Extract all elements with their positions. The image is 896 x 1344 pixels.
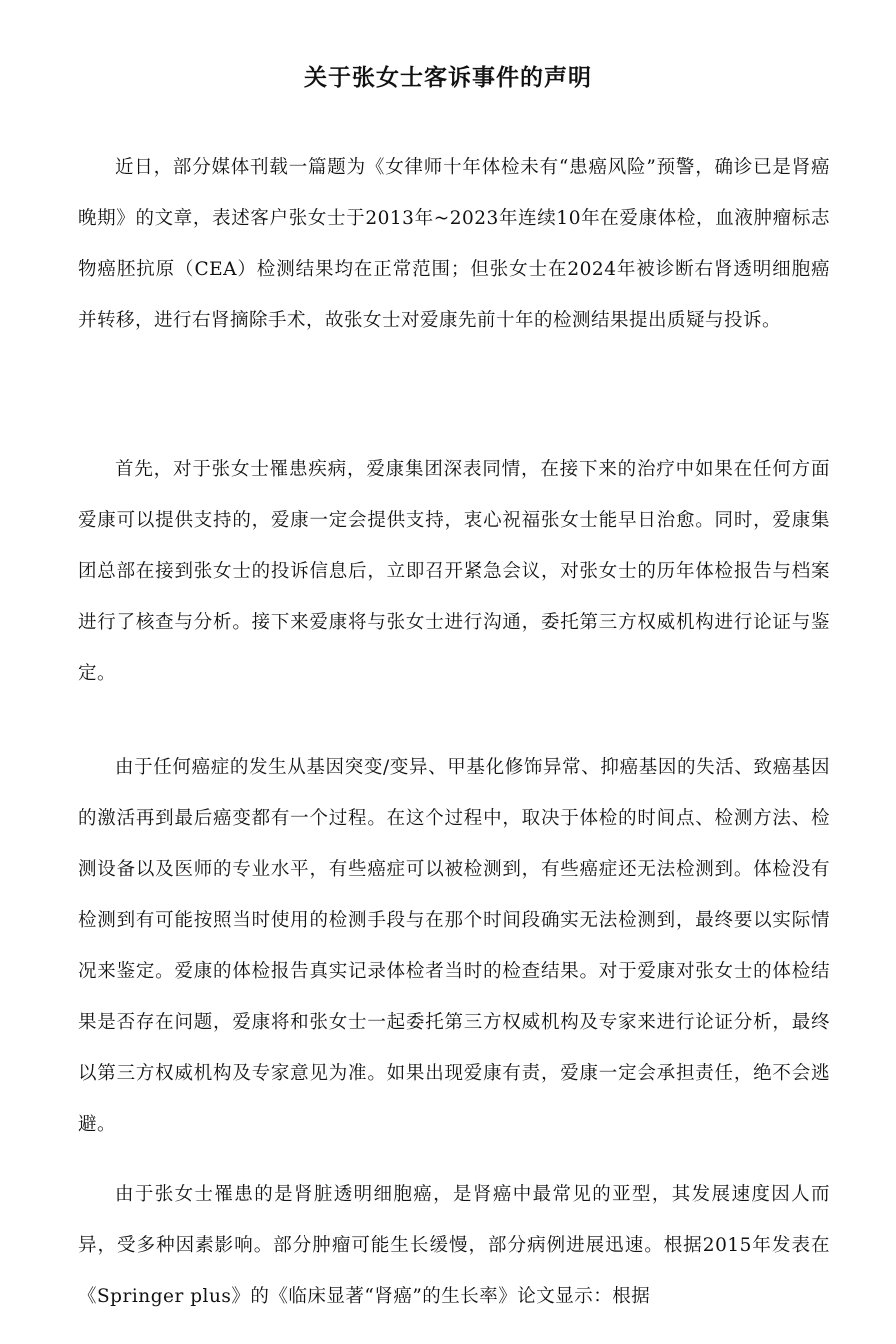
paragraph-cancer-process: 由于任何癌症的发生从基因突变/变异、甲基化修饰异常、抑癌基因的失活、致癌基因的激活再到最后癌变都有一个过程。在这个过程中，取决于体检的时间点、检测方法、检测设备以及医师的专业水平，有些癌症可以被检测到，有些癌症还无法检测到。体检没有检测到有可能按照当时使用的检测手段与在那个时间段确实无法检测到，最终要以实际情况来鉴定。爱康的体检报告真实记录体检者当时的检查结果。对于爱康对张女士的体检结果是否存在问题，爱康将和张女士一起委托第三方权威机构及专家来进行论证分析，最终以第三方权威机构及专家意见为准。如果出现爱康有责，爱康一定会承担责任，绝不会逃避。 (78, 757, 830, 1135)
paragraph-intro: 近日，部分媒体刊载一篇题为《女律师十年体检未有“患癌风险”预警，确诊已是肾癌晚期》的文章，表述客户张女士于2013年~2023年连续10年在爱康体检，血液肿瘤标志物癌胚抗原（CEA）检测结果均在正常范围；但张女士在2024年被诊断右肾透明细胞癌并转移，进行右肾摘除手术，故张女士对爱康先前十年的检测结果提出质疑与投诉。 (78, 157, 830, 331)
document-title: 关于张女士客诉事件的声明 (304, 64, 592, 91)
paragraph-sympathy: 首先，对于张女士罹患疾病，爱康集团深表同情，在接下来的治疗中如果在任何方面爱康可以提供支持的，爱康一定会提供支持，衷心祝福张女士能早日治愈。同时，爱康集团总部在接到张女士的投诉信息后，立即召开紧急会议，对张女士的历年体检报告与档案进行了核查与分析。接下来爱康将与张女士进行沟通，委托第三方权威机构进行论证与鉴定。 (78, 459, 830, 684)
paragraph-renal-carcinoma: 由于张女士罹患的是肾脏透明细胞癌，是肾癌中最常见的亚型，其发展速度因人而异，受多种因素影响。部分肿瘤可能生长缓慢，部分病例进展迅速。根据2015年发表在《Springer plus》的《临床显著“肾癌”的生长率》论文显示：根据 (78, 1184, 830, 1307)
